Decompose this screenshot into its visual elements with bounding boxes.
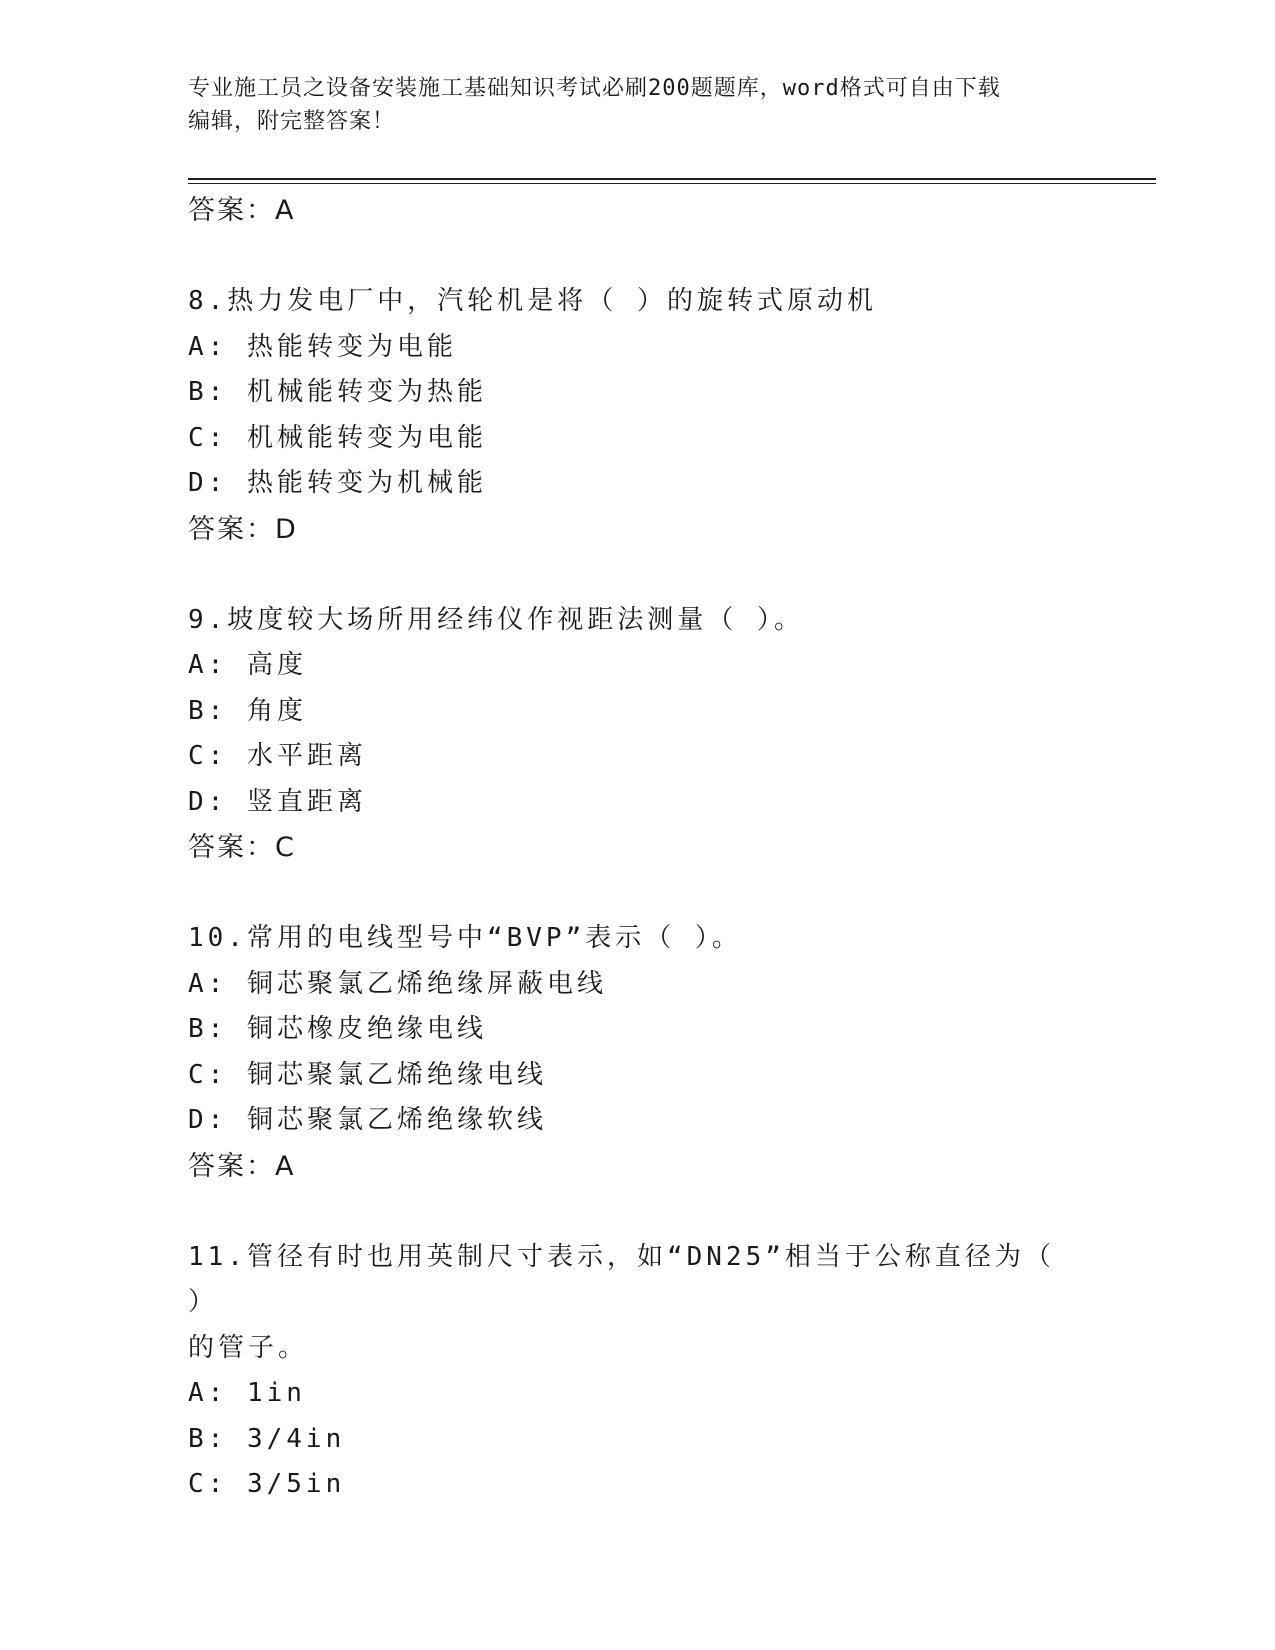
option-c: C: 3/5in: [188, 1469, 346, 1499]
question-11: [188, 1235, 1088, 1508]
header-line-2: 编辑，附完整答案！: [188, 109, 396, 134]
question-text: 8.热力发电厂中，汽轮机是将（ ）的旋转式原动机: [188, 286, 877, 316]
option-b: B: 3/4in: [188, 1423, 346, 1454]
answer-line: 答案：D: [188, 513, 298, 545]
header-rule-thick: [188, 178, 1156, 180]
answer-line: 答案：A: [188, 195, 296, 226]
question-text-line-2: 的管子。: [188, 1332, 309, 1363]
answer-line: 答案：A: [188, 1150, 296, 1182]
answer-line: 答案：C: [188, 832, 296, 863]
option-c: C: 机械能转变为电能: [188, 422, 487, 453]
option-b: B: 铜芯橡皮绝缘电线: [188, 1014, 487, 1044]
question-8: [188, 279, 1088, 552]
option-d: D: 竖直距离: [188, 786, 367, 817]
header-rule-thin: [188, 183, 1156, 184]
option-a: A: 热能转变为电能: [188, 331, 457, 362]
question-content: [188, 188, 1088, 1508]
option-d: D: 铜芯聚氯乙烯绝缘软线: [188, 1105, 547, 1135]
question-text: 10.常用的电线型号中“BVP”表示（ ）。: [188, 923, 742, 953]
option-a: A: 1in: [188, 1378, 306, 1408]
option-b: B: 角度: [188, 695, 307, 726]
document-header: [188, 72, 1088, 138]
option-a: A: 铜芯聚氯乙烯绝缘屏蔽电线: [188, 968, 607, 999]
question-text-line-1: 11.管径有时也用英制尺寸表示，如“DN25”相当于公称直径为（ ）: [188, 1241, 1055, 1317]
question-9: [188, 598, 1088, 871]
option-d: D: 热能转变为机械能: [188, 468, 487, 498]
question-10: [188, 916, 1088, 1189]
question-text: 9.坡度较大场所用经纬仪作视距法测量（ ）。: [188, 604, 804, 635]
option-c: C: 水平距离: [188, 741, 367, 771]
option-b: B: 机械能转变为热能: [188, 377, 487, 407]
option-c: C: 铜芯聚氯乙烯绝缘电线: [188, 1059, 547, 1090]
option-a: A: 高度: [188, 650, 307, 680]
header-line-1: 专业施工员之设备安装施工基础知识考试必刷200题题库，word格式可自由下载: [188, 76, 1001, 101]
